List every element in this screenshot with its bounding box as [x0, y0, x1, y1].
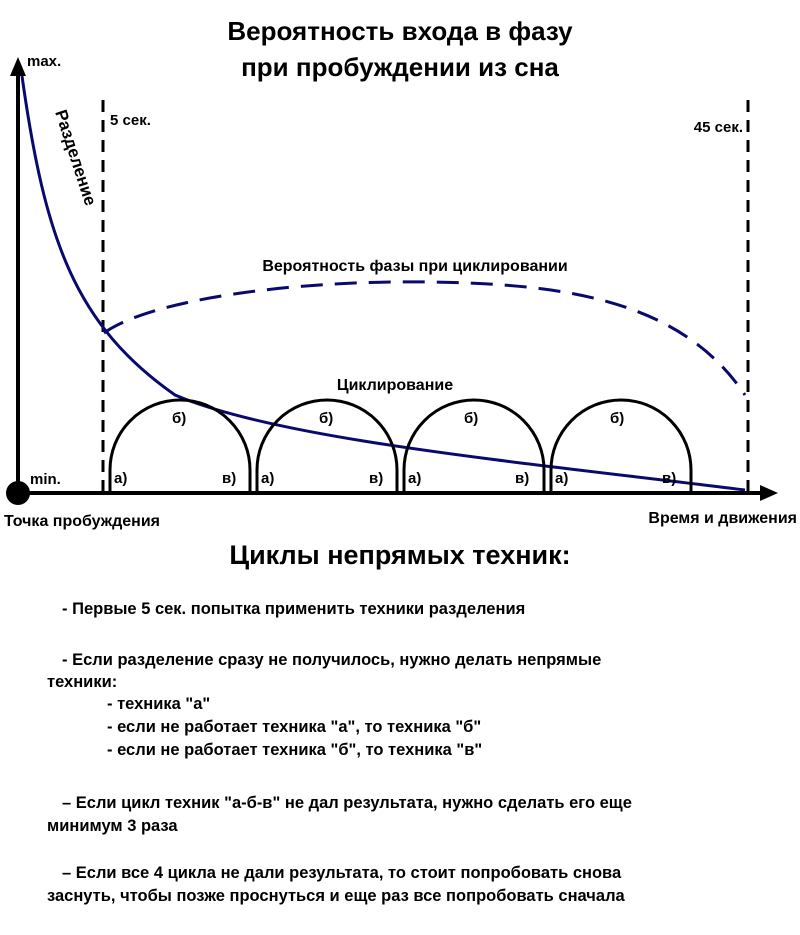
note-2-sub-2: - если не работает техника "а", то техника "б": [107, 718, 482, 736]
note-4-line-2: заснуть, чтобы позже проснуться и еще раз все попробовать сначала: [47, 887, 625, 905]
cycle-2-label-v: в): [369, 470, 384, 487]
cycle-3-label-b: б): [464, 410, 479, 427]
marker-5s-label: 5 сек.: [110, 112, 151, 129]
note-3-line-2: минимум 3 раза: [47, 817, 178, 835]
note-2-sub-3: - если не работает техника "б", то техника "в": [107, 741, 483, 759]
y-max-label: max.: [27, 53, 62, 70]
marker-45s-label: 45 сек.: [693, 119, 743, 136]
note-2-line-2: техники:: [47, 673, 118, 691]
note-2-line-1: - Если разделение сразу не получилось, нужно делать непрямые: [62, 651, 602, 669]
cycle-4-label-b: б): [610, 410, 625, 427]
y-axis-arrow: [10, 57, 26, 76]
cycle-1-label-b: б): [172, 410, 187, 427]
separation-label: Разделение: [51, 107, 101, 209]
wake-point: [6, 481, 30, 505]
cycle-3-label-v: в): [515, 470, 530, 487]
cycle-1-label-a: а): [114, 470, 128, 487]
cycle-2-label-b: б): [319, 410, 334, 427]
cycle-3-label-a: а): [408, 470, 422, 487]
x-end-label: Время и движения: [648, 510, 797, 527]
cycling-probability-label: Вероятность фазы при циклировании: [262, 258, 568, 275]
y-min-label: min.: [30, 471, 61, 488]
x-axis-arrow: [760, 485, 778, 501]
x-origin-label: Точка пробуждения: [4, 513, 160, 530]
cycle-1-label-v: в): [222, 470, 237, 487]
cycle-4-label-v: в): [662, 470, 677, 487]
note-3-line-1: – Если цикл техник "а-б-в" не дал результата, нужно сделать его еще: [62, 794, 632, 812]
diagram-title-line1: Вероятность входа в фазу: [227, 16, 573, 46]
cycle-2-label-a: а): [261, 470, 275, 487]
section-heading: Циклы непрямых техник:: [229, 540, 571, 570]
note-4-line-1: – Если все 4 цикла не дали результата, то стоит попробовать снова: [62, 864, 622, 882]
cycle-4-label-a: а): [555, 470, 569, 487]
cycling-label: Циклирование: [336, 377, 454, 394]
diagram-title-line2: при пробуждении из сна: [241, 52, 559, 82]
note-2-sub-1: - техника "а": [107, 695, 211, 713]
note-1: - Первые 5 сек. попытка применить техники разделения: [62, 600, 526, 618]
